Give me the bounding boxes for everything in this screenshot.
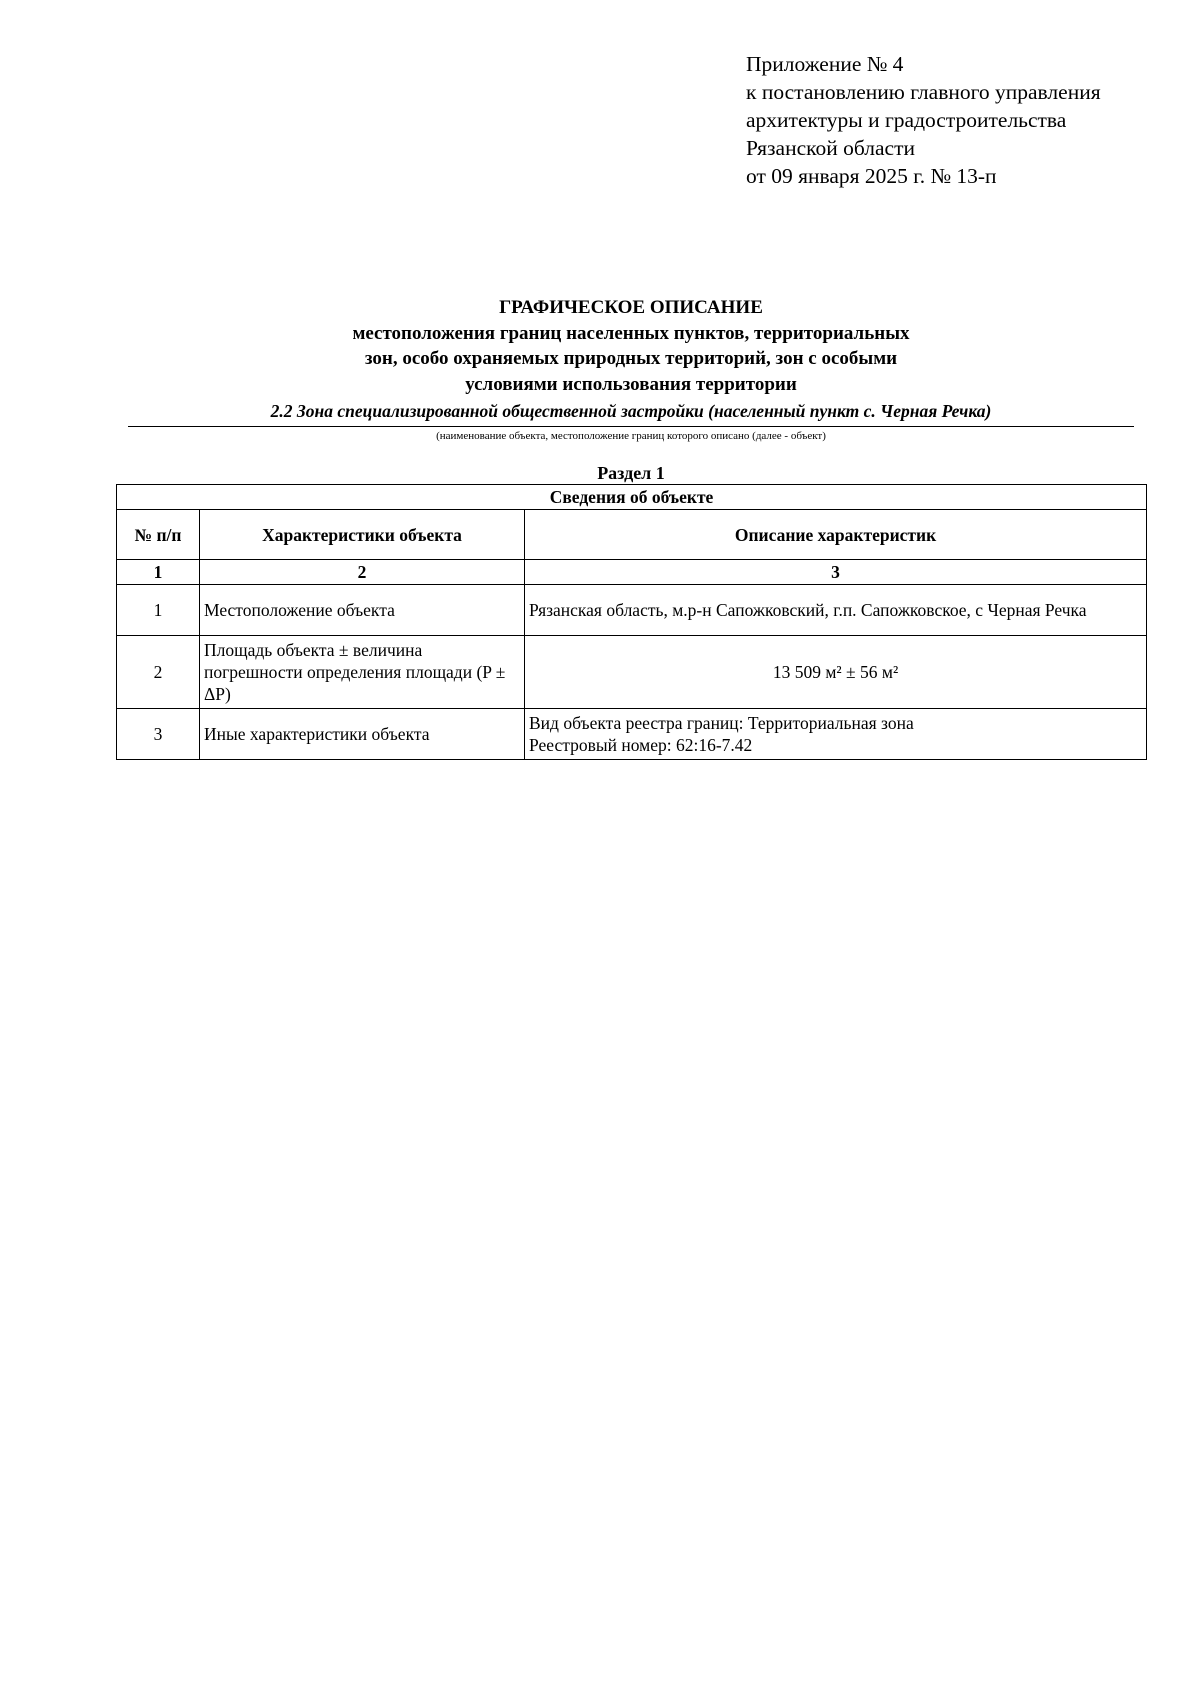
table-row bbox=[117, 709, 1147, 760]
title-heading: ГРАФИЧЕСКОЕ ОПИСАНИЕ bbox=[499, 297, 763, 318]
row-characteristic: Иные характеристики объекта bbox=[200, 709, 525, 760]
row-characteristic: Площадь объекта ± величина погрешности определения площади (P ± ΔP) bbox=[200, 636, 525, 709]
appendix-line: Рязанской области bbox=[746, 136, 915, 160]
column-number: 2 bbox=[200, 560, 525, 585]
description-line: Реестровый номер: 62:16-7.42 bbox=[529, 735, 753, 755]
header-characteristic: Характеристики объекта bbox=[200, 510, 525, 560]
object-underline bbox=[128, 426, 1134, 427]
table-row bbox=[117, 585, 1147, 636]
row-num: 3 bbox=[117, 709, 200, 760]
row-num: 2 bbox=[117, 636, 200, 709]
row-num: 1 bbox=[117, 585, 200, 636]
section-title: Раздел 1 bbox=[597, 463, 665, 483]
column-number: 1 bbox=[117, 560, 200, 585]
title-line: зон, особо охраняемых природных территорий, зон с особыми bbox=[364, 348, 898, 369]
header-num-label: № п/п bbox=[134, 524, 182, 545]
column-number: 3 bbox=[525, 560, 1147, 585]
appendix-block bbox=[746, 50, 1101, 190]
appendix-line: от 09 января 2025 г. № 13-п bbox=[746, 164, 997, 188]
title-line: местоположения границ населенных пунктов, территориальных bbox=[352, 322, 910, 344]
object-info-table bbox=[116, 484, 1147, 760]
header-num bbox=[117, 510, 200, 560]
document-title bbox=[128, 295, 1134, 397]
row-description bbox=[525, 709, 1147, 760]
row-characteristic: Местоположение объекта bbox=[200, 585, 525, 636]
description-line: Вид объекта реестра границ: Территориальная зона bbox=[529, 713, 914, 733]
object-name: 2.2 Зона специализированной общественной застройки (населенный пункт с. Черная Речка) bbox=[270, 401, 992, 421]
row-description: Рязанская область, м.р-н Сапожковский, г.п. Сапожковское, с Черная Речка bbox=[525, 585, 1147, 636]
column-number-row bbox=[117, 560, 1147, 585]
table-caption: Сведения об объекте bbox=[117, 485, 1147, 510]
appendix-line: к постановлению главного управления bbox=[746, 80, 1101, 104]
appendix-line: Приложение № 4 bbox=[746, 52, 904, 76]
appendix-line: архитектуры и градостроительства bbox=[746, 108, 1067, 132]
table-caption-row bbox=[117, 485, 1147, 510]
table-row bbox=[117, 636, 1147, 709]
title-line: условиями использования территории bbox=[465, 373, 797, 395]
table-header-row bbox=[117, 510, 1147, 560]
row-description: 13 509 м² ± 56 м² bbox=[525, 636, 1147, 709]
object-caption: (наименование объекта, местоположение границ которого описано (далее - объект) bbox=[436, 430, 826, 442]
header-description: Описание характеристик bbox=[525, 510, 1147, 560]
